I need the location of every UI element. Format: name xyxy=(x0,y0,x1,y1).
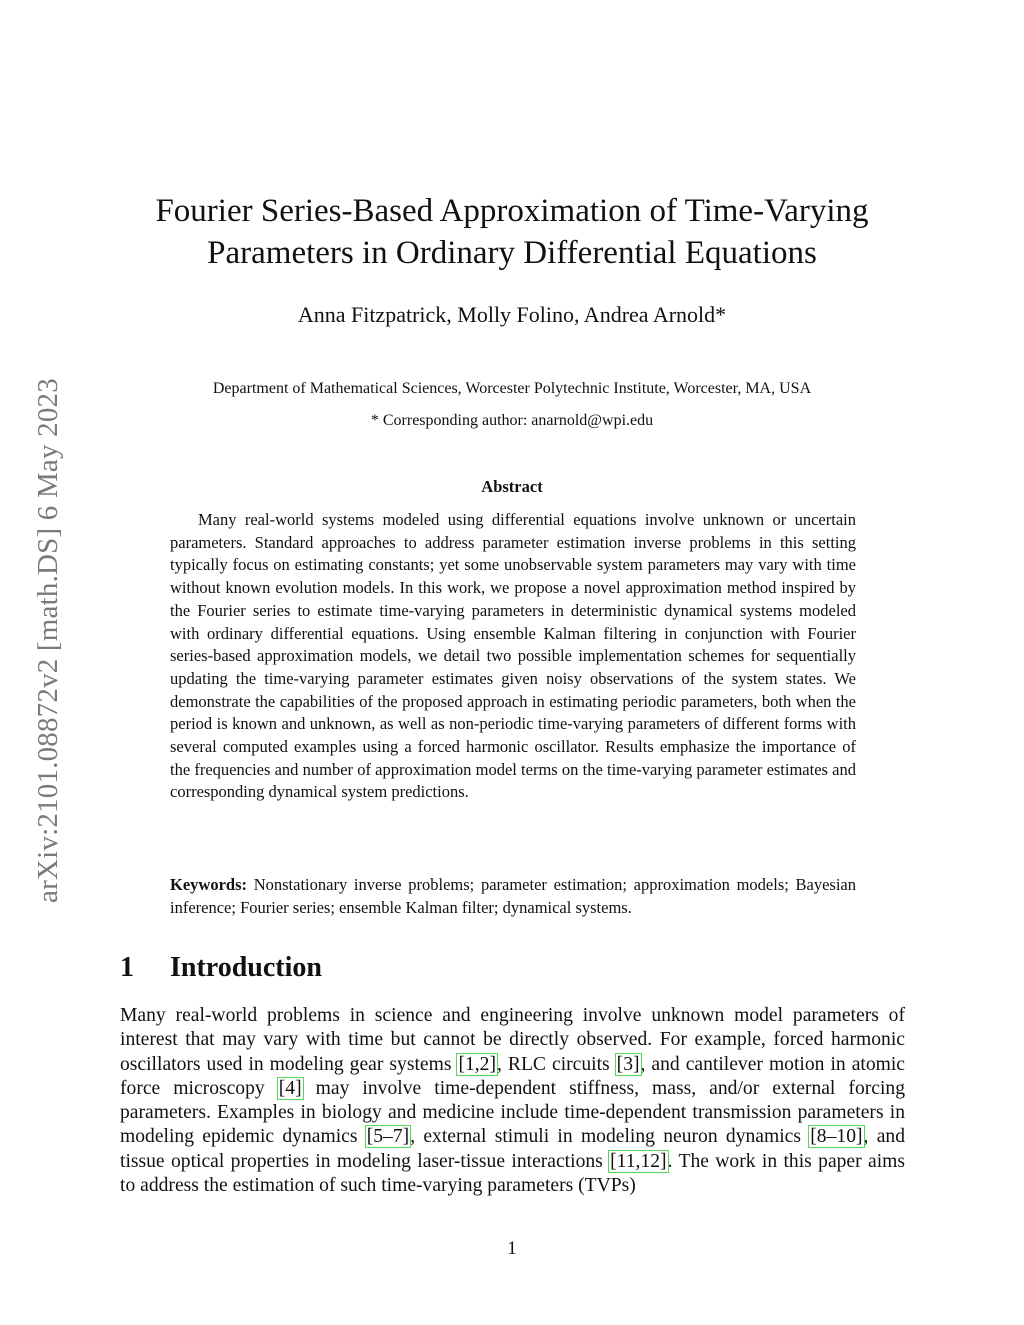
corresponding-author-note: * Corresponding author: anarnold@wpi.edu xyxy=(370,412,654,429)
affiliation: Department of Mathematical Sciences, Worcester Polytechnic Institute, Worcester, MA, USA xyxy=(212,380,812,397)
citation-link-11-12[interactable]: [11,12] xyxy=(610,1150,667,1172)
arxiv-identifier-text: arXiv:2101.08872v2 [math.DS] 6 May 2023 xyxy=(31,377,64,903)
citation-link-1-2[interactable]: [1,2] xyxy=(458,1053,496,1075)
paper-title xyxy=(100,190,924,274)
intro-text-4: may involve time-dependent stiffness, mass, and/or external forcing parameters. Examples in biology and medicine include time-dependent transmission parameters in modeling epidemic dynamics xyxy=(120,1077,906,1148)
keywords-text: Nonstationary inverse problems; parameter estimation; approximation models; Bayesian inference; Fourier series; ensemble Kalman filter; dynamical systems. xyxy=(170,875,857,917)
citation-link-8-10[interactable]: [8–10] xyxy=(810,1126,863,1148)
intro-text-3: , and cantilever motion in atomic force microscopy xyxy=(120,1053,906,1099)
citation-link-3[interactable]: [3] xyxy=(616,1053,640,1075)
author-list: Anna Fitzpatrick, Molly Folino, Andrea Arnold* xyxy=(297,302,727,327)
paper-title-line-1: Fourier Series-Based Approximation of Time-Varying xyxy=(155,193,869,229)
section-title: Introduction xyxy=(170,952,322,983)
keywords-block xyxy=(170,873,856,919)
page-number: 1 xyxy=(507,1238,517,1259)
intro-text-5: , external stimuli in modeling neuron dynamics xyxy=(410,1126,810,1148)
paper-title-line-2: Parameters in Ordinary Differential Equations xyxy=(207,235,817,271)
section-heading-introduction xyxy=(120,952,322,984)
intro-text-1: Many real-world problems in science and engineering involve unknown model parameters of interest that may vary with time but cannot be directly observed. For example, forced harmonic oscillators used in modeling gear systems xyxy=(120,1005,905,1075)
citation-link-4[interactable]: [4] xyxy=(278,1077,302,1099)
keywords-label: Keywords: xyxy=(170,875,247,894)
introduction-paragraph xyxy=(120,1004,905,1198)
intro-text-6: , and tissue optical properties in modeling laser-tissue interactions xyxy=(120,1126,905,1172)
abstract-text: Many real-world systems modeled using differential equations involve unknown or uncertain parameters. Standard approaches to address parameter estimation inverse problems in this setting typically focus on estimating constants; yet some unobservable system parameters may vary with time without known evolution models. In this work, we propose a novel approximation method inspired by the Fourier series to estimate time-varying parameters in deterministic dynamical systems modeled with ordinary differential equations. Using ensemble Kalman filtering in conjunction with Fourier series-based approximation models, we detail two possible implementation schemes for sequentially updating the time-varying parameter estimates given noisy observations of the system states. We demonstrate the capabilities of the proposed approach in estimating periodic parameters, both when the period is known and unknown, as well as non-periodic time-varying parameters of different forms with several computed examples using a forced harmonic oscillator. Results emphasize the importance of the frequencies and number of approximation model terms on the time-varying parameter estimates and corresponding dynamical system predictions. xyxy=(170,510,856,802)
abstract-heading: Abstract xyxy=(481,477,543,496)
citation-link-5-7[interactable]: [5–7] xyxy=(366,1126,410,1148)
section-number: 1 xyxy=(120,952,134,983)
intro-text-7: . The work in this paper aims to address the estimation of such time-varying parameters (TVPs) xyxy=(120,1150,906,1197)
intro-text-2: , RLC circuits xyxy=(497,1053,616,1075)
